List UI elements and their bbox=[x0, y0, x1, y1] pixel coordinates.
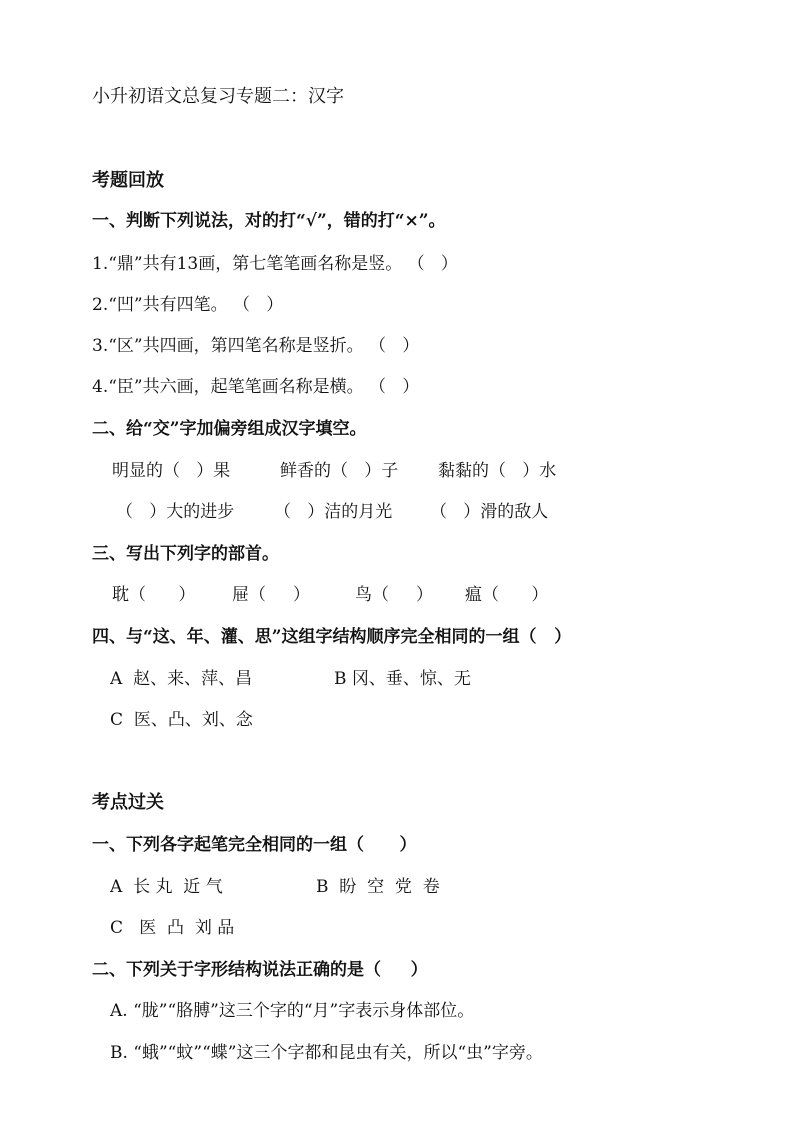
question-2-blank: （ ）滑的敌人 bbox=[430, 502, 549, 522]
question-3-prompt: 三、写出下列字的部首。 bbox=[92, 544, 279, 564]
question-4-option-b: B 冈、垂、惊、无 bbox=[334, 669, 471, 689]
question-4-option-c: C 医、凸、刘、念 bbox=[110, 710, 253, 730]
question-2-blank: （ ）洁的月光 bbox=[274, 502, 393, 522]
practice-1-prompt: 一、下列各字起笔完全相同的一组（ ） bbox=[92, 835, 417, 855]
practice-1-option-b: B 盼 空 党 卷 bbox=[316, 877, 440, 897]
question-1-item: 3.“区”共四画，第四笔名称是竖折。 （ ） bbox=[92, 336, 420, 356]
question-4-prompt: 四、与“这、年、灌、思”这组字结构顺序完全相同的一组（ ） bbox=[92, 627, 572, 647]
question-3-item: 耽（ ） bbox=[112, 585, 196, 605]
practice-2-prompt: 二、下列关于字形结构说法正确的是（ ） bbox=[92, 960, 428, 980]
question-3-item: 瘟（ ） bbox=[465, 585, 549, 605]
practice-2-option-a: A. “胧”“胳膊”这三个字的“月”字表示身体部位。 bbox=[110, 1001, 475, 1021]
question-2-blank: 鲜香的（ ）子 bbox=[280, 461, 399, 481]
question-1-item: 1.“鼎”共有13画，第七笔笔画名称是竖。 （ ） bbox=[92, 254, 458, 274]
question-4-option-a: A 赵、来、萍、昌 bbox=[110, 669, 253, 689]
question-3-item: 鸟（ ） bbox=[355, 585, 434, 605]
question-3-item: 屉（ ） bbox=[232, 585, 311, 605]
question-1-item: 4.“臣”共六画，起笔笔画名称是横。 （ ） bbox=[92, 377, 420, 397]
question-1-item: 2.“凹”共有四笔。 （ ） bbox=[92, 295, 284, 315]
section-heading-review: 考题回放 bbox=[92, 170, 164, 191]
section-heading-practice: 考点过关 bbox=[92, 792, 164, 813]
question-2-blank: （ ）大的进步 bbox=[116, 502, 235, 522]
question-2-blank: 黏黏的（ ）水 bbox=[438, 461, 557, 481]
practice-1-option-c: C 医 凸 刘 品 bbox=[110, 918, 235, 938]
practice-1-option-a: A 长 丸 近 气 bbox=[110, 877, 223, 897]
practice-2-option-b: B. “蛾”“蚊”“蝶”这三个字都和昆虫有关，所以“虫”字旁。 bbox=[110, 1043, 543, 1063]
page-title: 小升初语文总复习专题二：汉字 bbox=[92, 86, 344, 107]
question-2-blank: 明显的（ ）果 bbox=[112, 461, 231, 481]
question-2-prompt: 二、给“交”字加偏旁组成汉字填空。 bbox=[92, 419, 367, 439]
question-1-prompt: 一、判断下列说法，对的打“√”，错的打“×”。 bbox=[92, 211, 446, 231]
